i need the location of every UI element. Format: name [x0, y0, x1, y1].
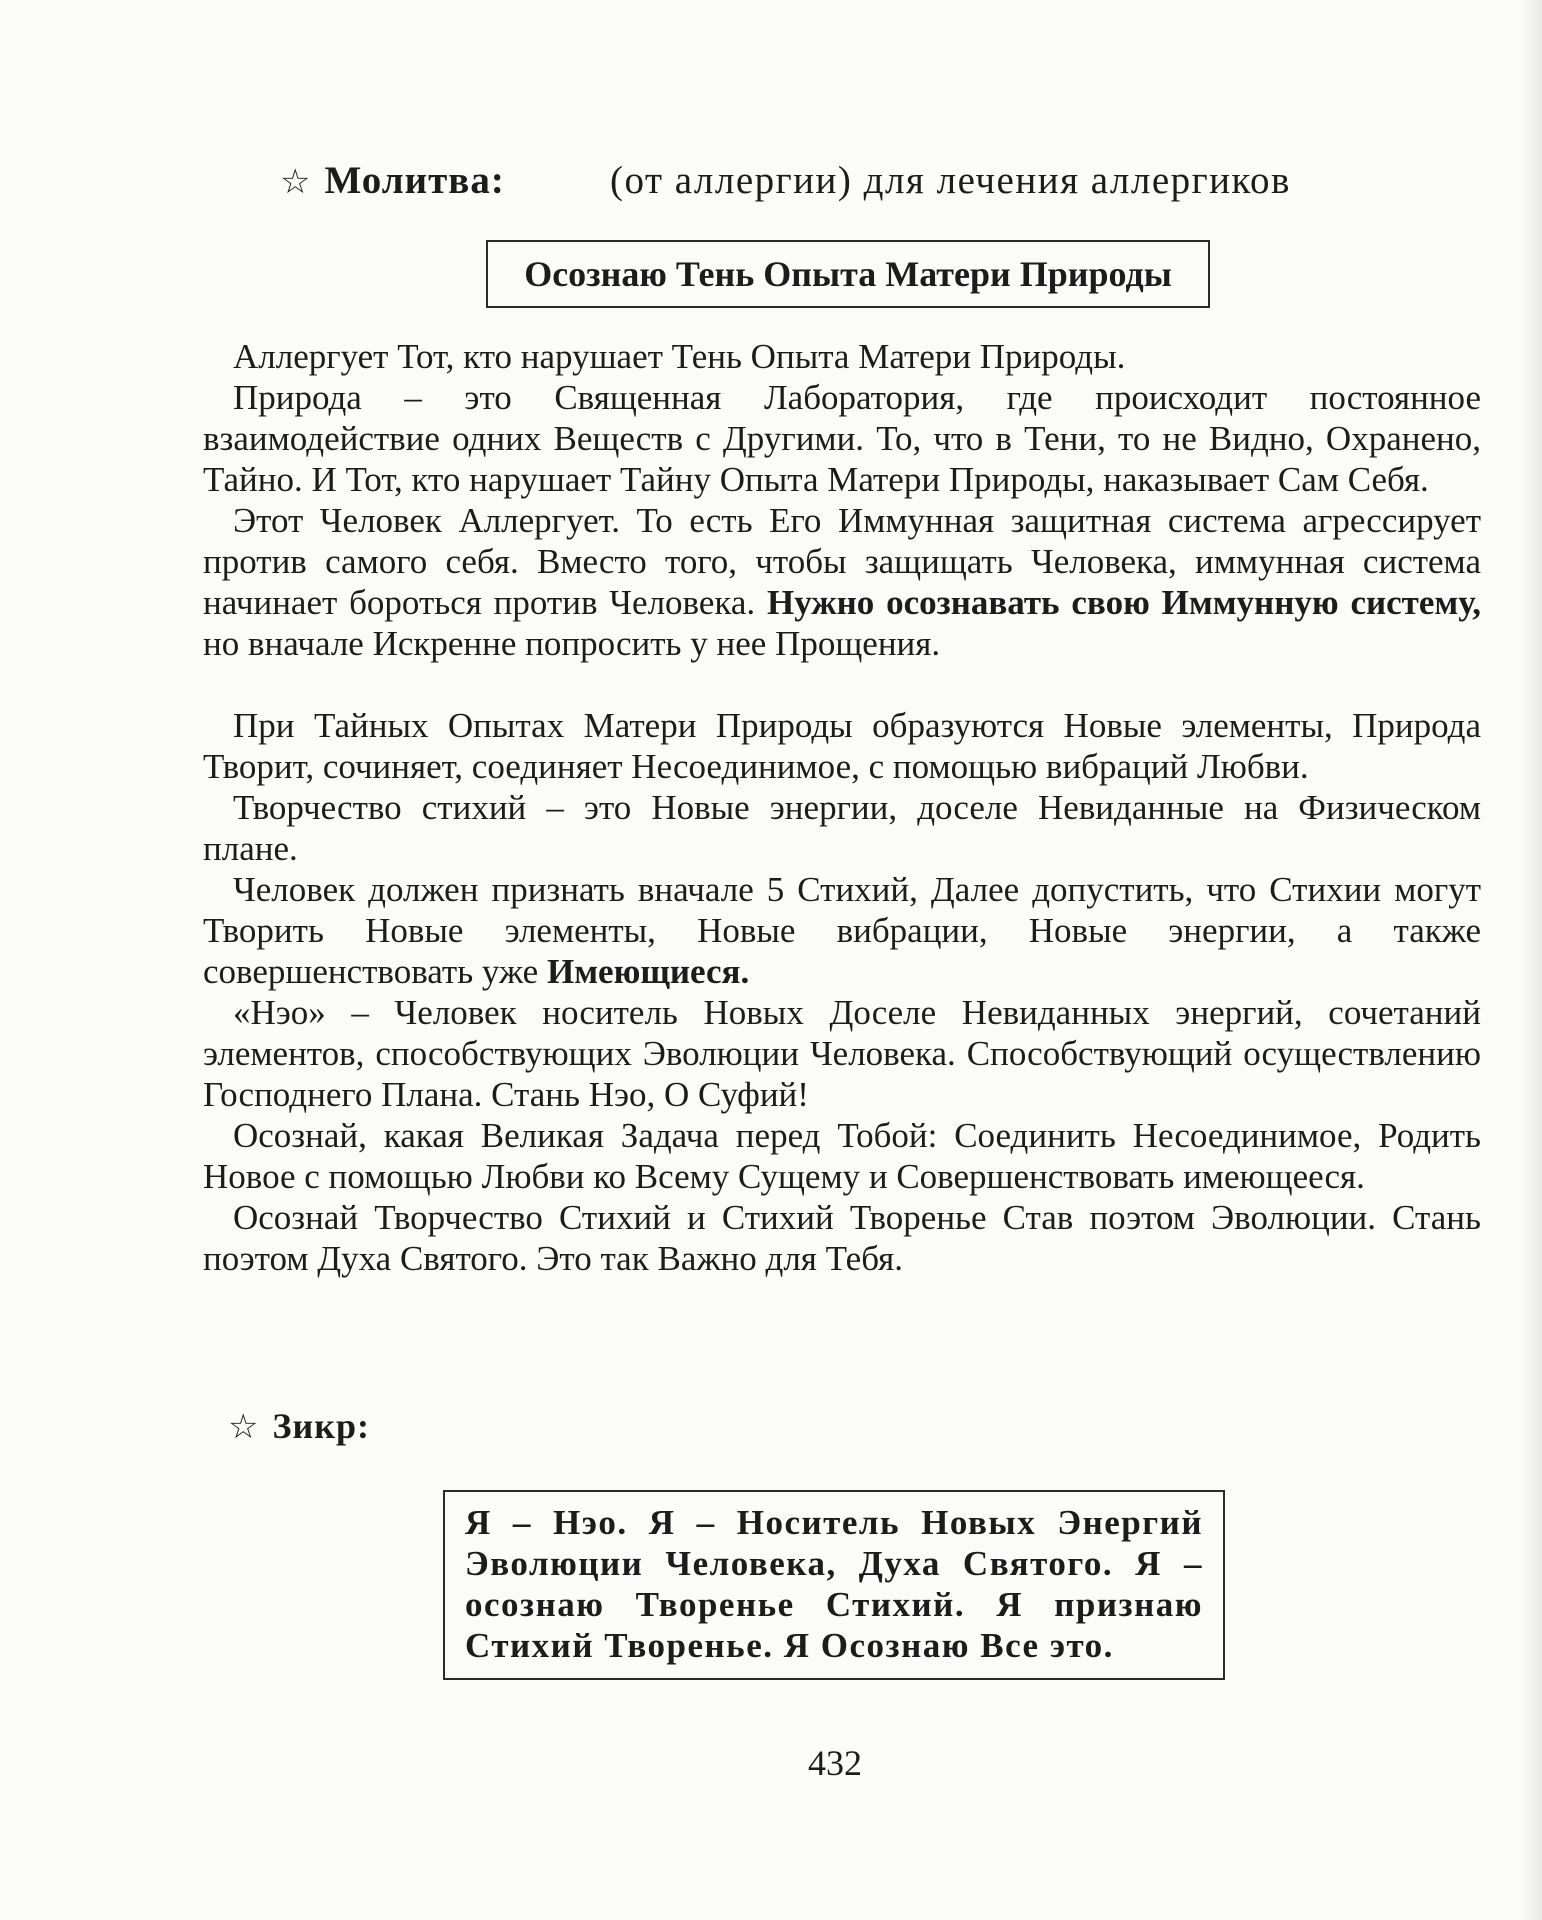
paragraph	[203, 377, 1481, 500]
prayer-subtitle: (от аллергии) для лечения аллергиков	[610, 159, 1291, 202]
body-text	[203, 336, 1481, 1279]
paragraph	[203, 500, 1481, 664]
prayer-label: Молитва:	[324, 159, 505, 202]
prayer-title: Осознаю Тень Опыта Матери Природы	[524, 254, 1172, 294]
paragraph-text: Природа – это Священная Лаборатория, где происходит постоянное взаимодействие одних Веществ с Другими. То, что в Тени, то не Видно, Охранено, Тайно. И Тот, кто нарушает Тайну Опыта Матери Природы, наказывает Сам Себя.	[203, 378, 1481, 499]
paragraph-text: Человек должен признать вначале 5 Стихий, Далее допустить, что Стихии могут Творить Новые элементы, Новые вибрации, Новые энергии, а также совершенствовать уже	[203, 870, 1481, 991]
paragraph	[203, 992, 1481, 1115]
paragraph-text: Этот Человек Аллергует. То есть Его Иммунная защитная система агрессирует против самого себя. Вместо того, чтобы защищать Человека, иммунная система начинает бороться против Человека.	[203, 501, 1481, 622]
paragraph-text: Осознай, какая Великая Задача перед Тобой: Соединить Несоединимое, Родить Новое с помощью Любви ко Всему Сущему и Совершенствовать имеющееся.	[203, 1116, 1481, 1196]
zikr-box	[443, 1490, 1225, 1680]
zikr-heading	[228, 1405, 370, 1447]
paragraph-text: «Нэо» – Человек носитель Новых Доселе Невиданных энергий, сочетаний элементов, способствующих Эволюции Человека. Способствующий осуществлению Господнего Плана. Стань Нэо, О Суфий!	[203, 993, 1481, 1114]
paragraph-text: Аллергует Тот, кто нарушает Тень Опыта Матери Природы.	[233, 337, 1126, 376]
star-icon: ☆	[280, 164, 311, 201]
paragraph	[203, 787, 1481, 869]
paragraph	[203, 869, 1481, 992]
paragraph-text: Творчество стихий – это Новые энергии, доселе Невиданные на Физическом плане.	[203, 788, 1481, 868]
page-edge-shadow	[1520, 0, 1542, 1920]
paragraph	[203, 1115, 1481, 1197]
prayer-heading	[280, 158, 1340, 203]
prayer-title-box	[486, 240, 1210, 308]
paragraph-text: но вначале Искренне попросить у нее Прощения.	[203, 624, 941, 663]
star-icon: ☆	[228, 1409, 259, 1446]
paragraph-bold-text: Имеющиеся.	[546, 952, 750, 991]
paragraph	[203, 1197, 1481, 1279]
paragraph-text: Осознай Творчество Стихий и Стихий Творенье Став поэтом Эволюции. Стань поэтом Духа Святого. Это так Важно для Тебя.	[203, 1198, 1481, 1278]
paragraph	[203, 336, 1481, 377]
page-number: 432	[808, 1743, 862, 1783]
zikr-label: Зикр:	[272, 1406, 370, 1446]
paragraph	[203, 705, 1481, 787]
paragraph-text: При Тайных Опытах Матери Природы образуются Новые элементы, Природа Творит, сочиняет, соединяет Несоединимое, с помощью вибраций Любви.	[203, 706, 1481, 786]
paragraph-bold-text: Нужно осознавать свою Иммунную систему,	[766, 583, 1481, 622]
zikr-text: Я – Нэо. Я – Носитель Новых Энергий Эволюции Человека, Духа Святого. Я – осознаю Творенье Стихий. Я признаю Стихий Творенье. Я Осознаю Все это.	[465, 1503, 1203, 1665]
